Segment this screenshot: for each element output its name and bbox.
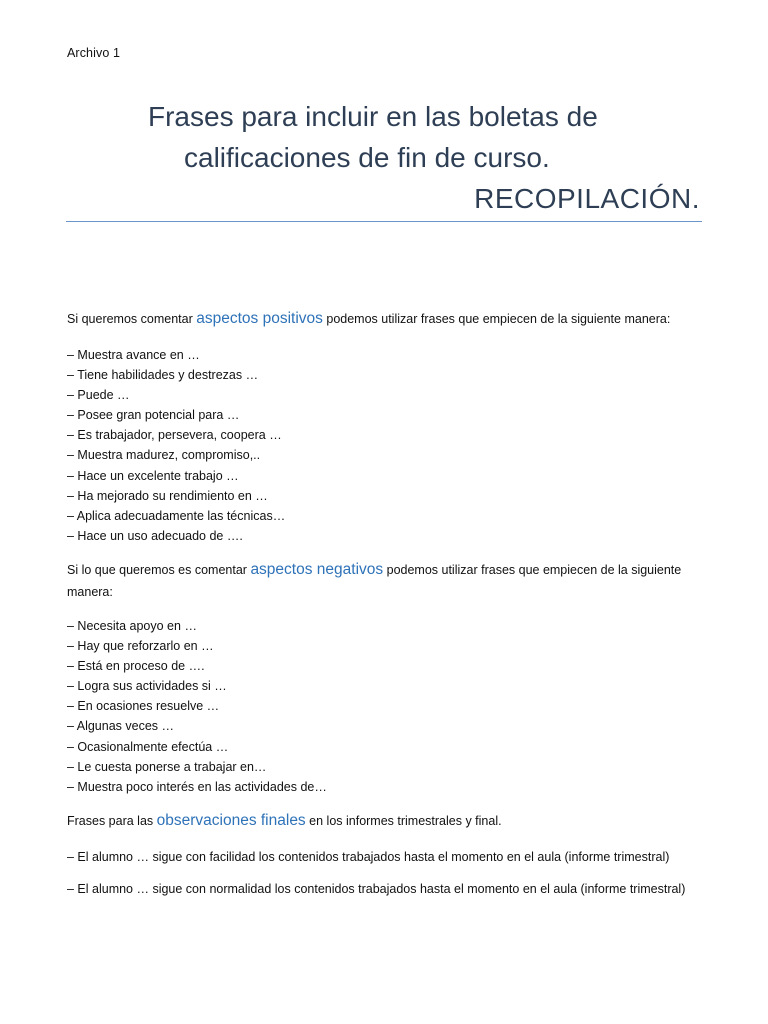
positives-intro-after: podemos utilizar frases que empiecen de la siguiente manera: — [322, 312, 671, 326]
final-notes-intro-after: en los informes trimestrales y final. — [305, 814, 502, 828]
negatives-intro-line2: manera: — [67, 585, 113, 599]
final-notes-intro — [67, 811, 707, 831]
negatives-intro-after: podemos utilizar frases que empiecen de la siguiente — [383, 563, 682, 577]
list-item: – Hace un excelente trabajo … — [67, 468, 239, 483]
list-item: – Ocasionalmente efectúa … — [67, 739, 229, 754]
list-item: – Es trabajador, persevera, coopera … — [67, 428, 282, 443]
negatives-highlight: aspectos negativos — [250, 561, 384, 578]
list-item: – En ocasiones resuelve … — [67, 699, 220, 714]
list-item: – Muestra avance en … — [67, 348, 200, 362]
title-line-2: calificaciones de fin de curso. — [184, 142, 550, 173]
negatives-intro-before: Si lo que queremos es comentar — [67, 563, 251, 577]
positives-highlight: aspectos positivos — [196, 310, 323, 327]
page-title — [66, 96, 702, 219]
final-notes-highlight: observaciones finales — [156, 812, 306, 829]
positives-list — [67, 345, 285, 546]
negatives-intro — [67, 559, 707, 603]
list-item: – Aplica adecuadamente las técnicas… — [67, 508, 286, 523]
list-item: – Posee gran potencial para … — [67, 408, 240, 423]
list-item: – Algunas veces … — [67, 719, 175, 734]
final-note-2: – El alumno … sigue con normalidad los contenidos trabajados hasta el momento en el aula (informe trimestral) — [67, 882, 686, 896]
negatives-list — [67, 616, 327, 797]
list-item: – Puede … — [67, 388, 130, 403]
list-item: – Muestra madurez, compromiso,.. — [67, 448, 261, 463]
list-item: – Ha mejorado su rendimiento en … — [67, 488, 268, 503]
positives-intro — [67, 309, 707, 329]
list-item: – Hay que reforzarlo en … — [67, 639, 214, 654]
list-item: – Necesita apoyo en … — [67, 619, 197, 633]
list-item: – Hace un uso adecuado de …. — [67, 528, 243, 543]
list-item: – Muestra poco interés en las actividades de… — [67, 779, 327, 794]
list-item: – Está en proceso de …. — [67, 659, 205, 674]
final-notes-intro-before: Frases para las — [67, 814, 157, 828]
list-item: – Le cuesta ponerse a trabajar en… — [67, 759, 267, 774]
title-divider — [66, 221, 702, 222]
positives-intro-before: Si queremos comentar — [67, 312, 197, 326]
list-item: – Tiene habilidades y destrezas … — [67, 368, 259, 383]
file-label: Archivo 1 — [67, 46, 121, 60]
final-note-1: – El alumno … sigue con facilidad los contenidos trabajados hasta el momento en el aula (informe trimestral) — [67, 850, 670, 864]
title-line-3: RECOPILACIÓN. — [474, 183, 700, 214]
title-line-1: Frases para incluir en las boletas de — [148, 101, 598, 132]
list-item: – Logra sus actividades si … — [67, 679, 227, 694]
